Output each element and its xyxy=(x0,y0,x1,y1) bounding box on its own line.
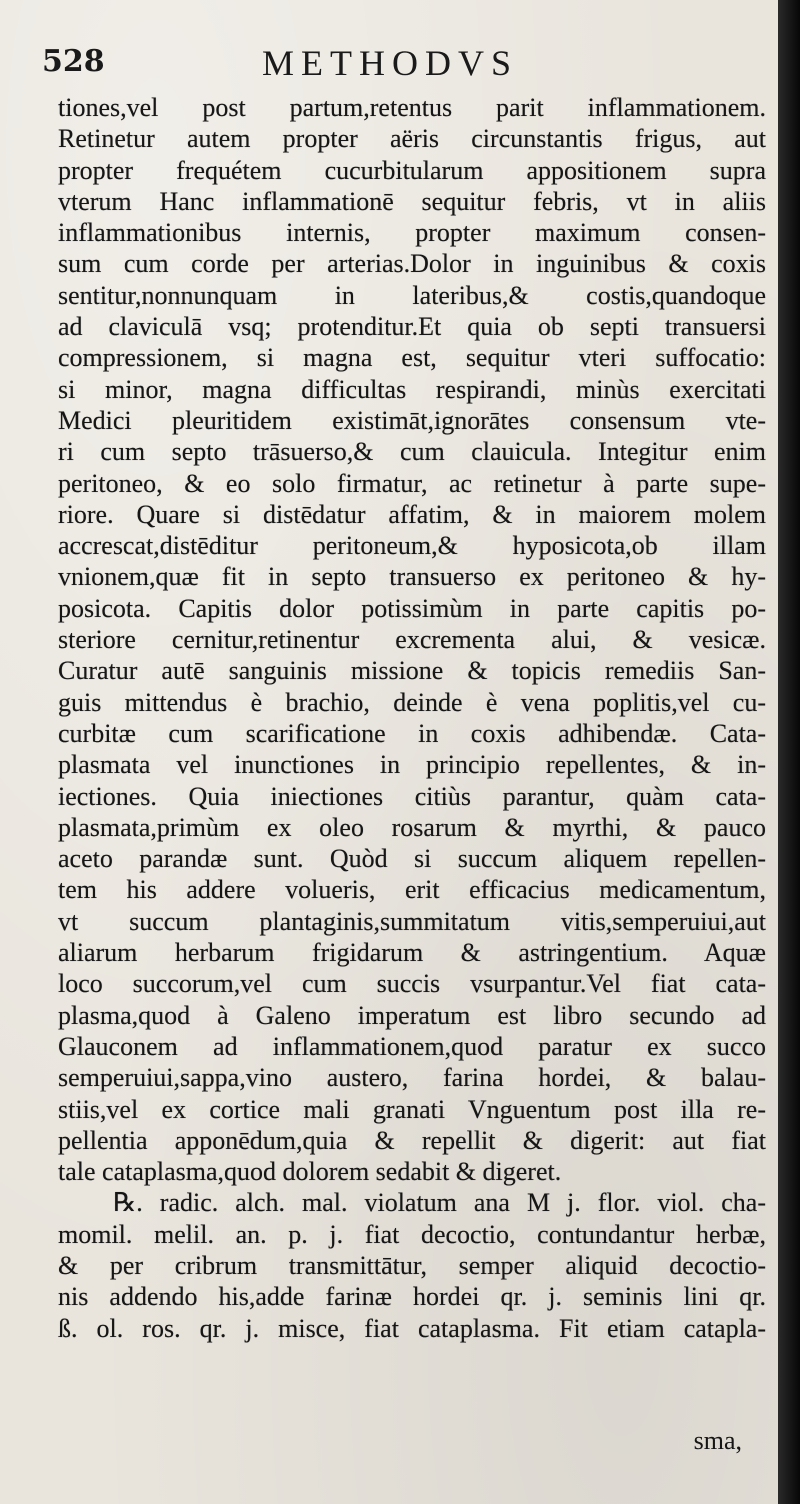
paragraph-main xyxy=(58,92,766,1187)
text-line: sum cum corde per arterias.Dolor in inguinibus & coxis xyxy=(58,249,766,279)
text-line: tiones,vel post partum,retentus parit inflammationem. xyxy=(58,93,766,122)
page-header xyxy=(0,40,778,90)
text-line: posicota. Capitis dolor potissimùm in parte capitis po- xyxy=(58,593,766,623)
text-line: ß. ol. ros. qr. j. misce, fiat cataplasma. Fit etiam catapla- xyxy=(58,1313,766,1343)
running-head: METHODVS xyxy=(262,43,519,83)
text-line: & per cribrum transmittātur, semper aliquid decoctio- xyxy=(58,1250,766,1280)
text-line: compressionem, si magna est, sequitur vteri suffocatio: xyxy=(58,343,766,373)
text-line: ad claviculā vsq; protenditur.Et quia ob septi transuersi xyxy=(58,312,766,342)
text-line: tale cataplasma,quod dolorem sedabit & digeret. xyxy=(58,1157,562,1187)
text-line: aliarum herbarum frigidarum & astringentium. Aquæ xyxy=(58,938,766,968)
paragraph-recipe xyxy=(58,1187,766,1343)
text-line: accrescat,distēditur peritoneum,& hyposicota,ob illam xyxy=(58,531,766,561)
text-line: plasmata,primùm ex oleo rosarum & myrthi, & pauco xyxy=(58,812,766,842)
text-line: plasmata vel inunctiones in principio repellentes, & in- xyxy=(58,750,766,780)
text-line: momil. melil. an. p. j. fiat decoctio, contundantur herbæ, xyxy=(58,1219,766,1249)
text-line: pellentia apponēdum,quia & repellit & digerit: aut fiat xyxy=(58,1125,766,1155)
text-line: vnionem,quæ fit in septo transuerso ex peritoneo & hy- xyxy=(58,562,766,592)
catchword: sma, xyxy=(693,1426,742,1455)
text-line: guis mittendus è brachio, deinde è vena poplitis,vel cu- xyxy=(58,687,766,717)
text-line: Glauconem ad inflammationem,quod paratur ex succo xyxy=(58,1031,766,1061)
text-line: loco succorum,vel cum succis vsurpantur.Vel fiat cata- xyxy=(58,969,766,999)
text-line: nis addendo his,adde farinæ hordei qr. j. seminis lini qr. xyxy=(58,1282,766,1312)
body-text xyxy=(58,92,766,1344)
text-line: vterum Hanc inflammationē sequitur febris, vt in aliis xyxy=(58,186,766,216)
text-line: riore. Quare si distēdatur affatim, & in maiorem molem xyxy=(58,499,766,529)
text-line: semperuiui,sappa,vino austero, farina hordei, & balau- xyxy=(58,1063,766,1093)
text-line: vt succum plantaginis,summitatum vitis,semperuiui,aut xyxy=(58,906,766,936)
text-line: peritoneo, & eo solo firmatur, ac retinetur à parte supe- xyxy=(58,468,766,498)
text-line: ri cum septo trāsuerso,& cum clauicula. Integitur enim xyxy=(58,437,766,467)
book-gutter-edge xyxy=(778,0,800,1504)
text-line: si minor, magna difficultas respirandi, minùs exercitati xyxy=(58,374,766,404)
text-line: tem his addere volueris, erit efficacius medicamentum, xyxy=(58,875,766,905)
text-line: stiis,vel ex cortice mali granati Vnguentum post illa re- xyxy=(58,1094,766,1124)
text-line: Curatur autē sanguinis missione & topicis remediis San- xyxy=(58,656,766,686)
text-line: Retinetur autem propter aëris circunstantis frigus, aut xyxy=(58,124,766,154)
text-line: curbitæ cum scarificatione in coxis adhibendæ. Cata- xyxy=(58,718,766,748)
page-number: 528 xyxy=(42,44,105,79)
text-line: Medici pleuritidem existimāt,ignorātes consensum vte- xyxy=(58,405,766,435)
text-line: propter frequétem cucurbitularum appositionem supra xyxy=(58,155,766,185)
text-line: inflammationibus internis, propter maximum consen- xyxy=(58,218,766,248)
text-line: aceto parandæ sunt. Quòd si succum aliquem repellen- xyxy=(58,844,766,874)
text-line: iectiones. Quia iniectiones citiùs parantur, quàm cata- xyxy=(58,781,766,811)
text-line: steriore cernitur,retinentur excrementa alui, & vesicæ. xyxy=(58,625,766,655)
text-line: sentitur,nonnunquam in lateribus,& costis,quandoque xyxy=(58,280,766,310)
text-line: ℞. radic. alch. mal. violatum ana M j. flor. viol. cha- xyxy=(113,1188,766,1218)
text-line: plasma,quod à Galeno imperatum est libro secundo ad xyxy=(58,1000,766,1030)
